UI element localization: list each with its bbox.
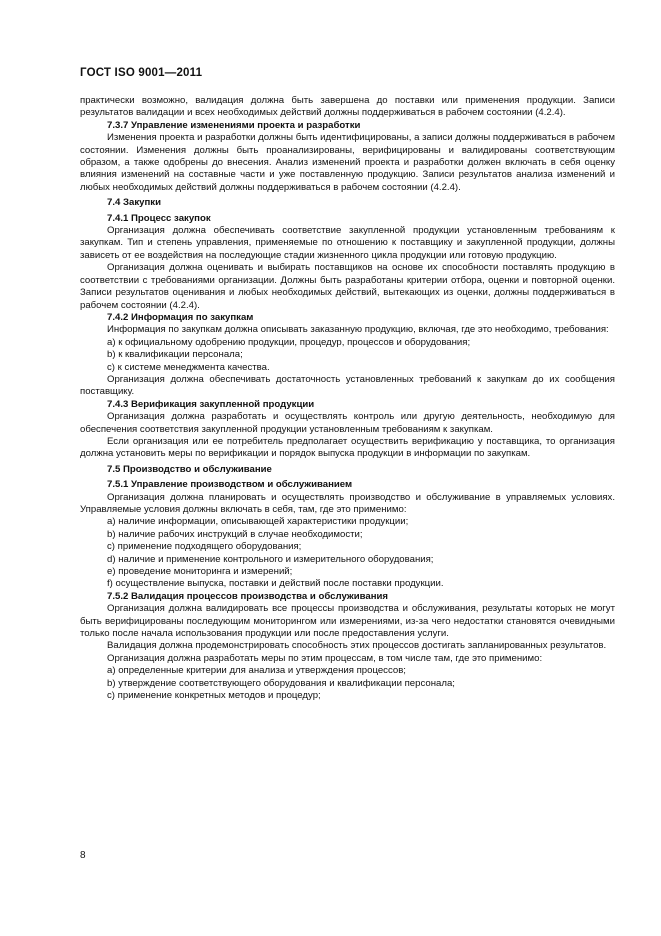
list-item: c) применение конкретных методов и процедур;	[107, 690, 321, 702]
document-code-header: ГОСТ ISO 9001—2011	[80, 67, 203, 79]
paragraph: Организация должна разработать меры по этим процессам, в том числе там, где это применимо:	[107, 652, 543, 664]
document-body	[80, 95, 615, 703]
list-item: d) наличие и применение контрольного и измерительного оборудования;	[107, 553, 434, 565]
paragraph: Информация по закупкам должна описывать заказанную продукцию, включая, где это необходимо, требования:	[107, 324, 609, 336]
section-heading: 7.5.2 Валидация процессов производства и обслуживания	[107, 590, 388, 602]
paragraph: Организация должна обеспечивать соответствие закупленной продукции установленным требованиям к закупкам. Тип и степень управления, применяемые по отношению к поставщику и закупленной продукции, должны зависеть от ее воздействия на последующие стадии жизненного цикла продукции или готовую продукцию.	[80, 225, 615, 261]
paragraph: Организация должна разработать и осуществлять контроль или другую деятельность, необходимую для обеспечения соответствия закупленной продукции установленным требованиям к закупкам.	[80, 411, 615, 435]
section-heading: 7.5 Производство и обслуживание	[107, 463, 272, 475]
section-heading: 7.4.2 Информация по закупкам	[107, 311, 254, 323]
section-heading: 7.4.3 Верификация закупленной продукции	[107, 398, 315, 410]
paragraph: Организация должна оценивать и выбирать поставщиков на основе их способности поставлять продукцию в соответствии с требованиями организации. Должны быть разработаны критерии отбора, оценки и повторной оценки. Записи результатов оценивания и любых необходимых действий, вытекающих из оценки, должны поддерживаться в рабочем состоянии (4.2.4).	[80, 262, 615, 311]
list-item: f) осуществление выпуска, поставки и действий после поставки продукции.	[107, 578, 444, 590]
paragraph: Валидация должна продемонстрировать способность этих процессов достигать запланированных результатов.	[107, 640, 607, 652]
page-number: 8	[80, 850, 86, 861]
list-item: a) определенные критерии для анализа и утверждения процессов;	[107, 665, 406, 677]
paragraph: Организация должна обеспечивать достаточность установленных требований к закупкам до их сообщения поставщику.	[80, 373, 615, 398]
list-item: b) наличие рабочих инструкций в случае необходимости;	[107, 528, 363, 540]
section-heading: 7.5.1 Управление производством и обслуживанием	[107, 479, 353, 491]
section-heading: 7.4 Закупки	[107, 197, 161, 209]
list-item: e) проведение мониторинга и измерений;	[107, 566, 293, 578]
section-heading: 7.3.7 Управление изменениями проекта и разработки	[107, 119, 361, 131]
paragraph: Организация должна планировать и осуществлять производство и обслуживание в управляемых условиях. Управляемые условия должны включать в себя, там, где это применимо:	[80, 491, 615, 515]
paragraph: практически возможно, валидация должна быть завершена до поставки или применения продукции. Записи результатов валидации и всех необходимых действий должны поддерживаться в рабочем состоянии (4.2.4).	[80, 95, 615, 119]
list-item: a) наличие информации, описывающей характеристики продукции;	[107, 516, 409, 528]
list-item: b) утверждение соответствующего оборудования и квалификации персонала;	[107, 677, 455, 689]
paragraph: Организация должна валидировать все процессы производства и обслуживания, результаты которых не могут быть верифицированы последующим мониторингом или измерениями, из-за чего недостатки становятся очевидными только после начала использования продукции или после предоставления услуги.	[80, 603, 615, 640]
list-item: c) к системе менеджмента качества.	[107, 361, 270, 373]
section-heading: 7.4.1 Процесс закупок	[107, 212, 211, 224]
paragraph: Если организация или ее потребитель предполагает осуществить верификацию у поставщика, то организация должна установить меры по верификации и порядок выпуска продукции в информации по закупкам.	[80, 435, 615, 460]
paragraph: Изменения проекта и разработки должны быть идентифицированы, а записи должны поддерживаться в рабочем состоянии. Изменения должны быть проанализированы, верифицированы и валидированы соответствующим образом, а также одобрены до внесения. Анализ изменений проекта и разработки должен включать в себя оценку влияния изменений на составные части и уже поставленную продукцию. Записи результатов анализа изменений и любых необходимых действий должны поддерживаться в рабочем состоянии (4.2.4).	[80, 132, 615, 193]
list-item: b) к квалификации персонала;	[107, 349, 243, 361]
list-item: c) применение подходящего оборудования;	[107, 541, 302, 553]
list-item: a) к официальному одобрению продукции, процедур, процессов и оборудования;	[107, 336, 471, 348]
